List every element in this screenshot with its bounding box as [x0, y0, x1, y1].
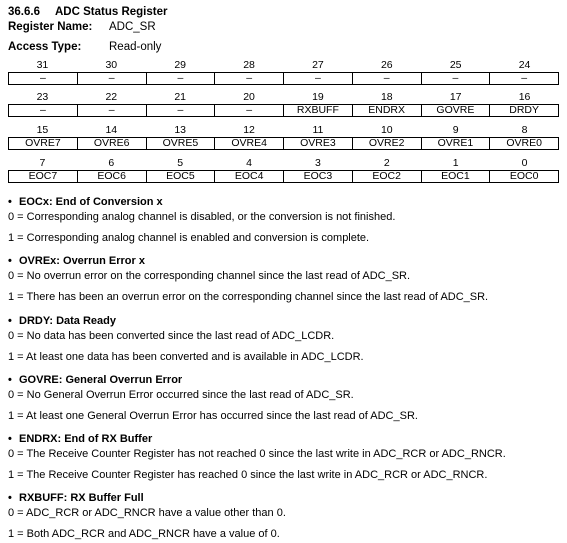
- desc-line: 0 = No data has been converted since the last read of ADC_LCDR.: [8, 330, 335, 342]
- bit-field-eoc0: EOC0: [509, 170, 539, 182]
- bit-field-row: [8, 72, 559, 85]
- bit-field-rxbuff: RXBUFF: [284, 105, 353, 116]
- access-type-row: [8, 41, 161, 53]
- desc-drdy: [8, 314, 563, 364]
- bit-number: 9: [452, 124, 459, 136]
- bit-field-eoc6: EOC6: [78, 171, 147, 182]
- bit-number: 6: [108, 157, 115, 169]
- bit-number: 7: [39, 157, 46, 169]
- bit-field-eoc4: EOC4: [215, 171, 284, 182]
- register-name-label: Register Name:: [8, 21, 93, 33]
- desc-title-text: DRDY: Data Ready: [19, 315, 116, 327]
- bit-number: 2: [383, 157, 390, 169]
- bit-field: –: [78, 73, 147, 84]
- bit-number: 10: [380, 124, 393, 136]
- desc-line: 0 = ADC_RCR or ADC_RNCR have a value other than 0.: [8, 507, 286, 519]
- bit-number: 21: [174, 91, 187, 103]
- bit-field-row: [8, 170, 559, 183]
- desc-line: 1 = Corresponding analog channel is enabled and conversion is complete.: [8, 232, 370, 244]
- bit-field-drdy: DRDY: [509, 104, 539, 116]
- desc-endrx: [8, 432, 563, 482]
- section-number: 36.6.6: [8, 6, 40, 18]
- bit-field-row: [8, 104, 559, 117]
- bit-field: –: [147, 105, 216, 116]
- desc-ovrex: [8, 254, 563, 304]
- desc-title-text: EOCx: End of Conversion x: [19, 196, 163, 208]
- bit-number: 28: [243, 59, 255, 71]
- bullet: •: [8, 255, 12, 267]
- desc-eocx: [8, 195, 563, 245]
- desc-title-text: RXBUFF: RX Buffer Full: [19, 492, 144, 504]
- bit-field-eoc1: EOC1: [422, 171, 491, 182]
- bit-number: 23: [36, 91, 49, 103]
- desc-govre: [8, 373, 563, 423]
- desc-line: 1 = Both ADC_RCR and ADC_RNCR have a value of 0.: [8, 528, 280, 540]
- bit-group-31-24: [8, 58, 559, 85]
- bit-number: 24: [518, 59, 531, 71]
- bit-field: –: [422, 73, 491, 84]
- bit-number: 15: [36, 124, 49, 136]
- bit-field-endrx: ENDRX: [353, 105, 422, 116]
- bit-field-eoc2: EOC2: [353, 171, 422, 182]
- desc-gap: [8, 224, 563, 231]
- bit-number-row: [8, 90, 559, 104]
- desc-rxbuff: [8, 491, 563, 541]
- desc-line: 0 = No General Overrun Error occurred since the last read of ADC_SR.: [8, 389, 354, 401]
- bit-field-ovre1: OVRE1: [422, 138, 491, 149]
- desc-title: [8, 254, 563, 269]
- bit-field: –: [215, 73, 284, 84]
- bit-field-ovre0: OVRE0: [506, 137, 542, 149]
- bit-number: 0: [521, 157, 528, 169]
- bit-number-row: [8, 123, 559, 137]
- bit-field-row: [8, 137, 559, 150]
- bit-number: 11: [312, 124, 324, 136]
- desc-gap: [8, 461, 563, 468]
- bit-number: 12: [243, 124, 255, 136]
- bit-number: 30: [105, 59, 118, 71]
- desc-title: [8, 195, 563, 210]
- bit-number: 19: [312, 91, 324, 103]
- desc-title: [8, 314, 563, 329]
- bit-number: 20: [243, 91, 255, 103]
- register-name-value: ADC_SR: [109, 21, 156, 33]
- bit-field: –: [9, 105, 78, 116]
- bit-number: 25: [449, 59, 462, 71]
- desc-line: 1 = At least one data has been converted and is available in ADC_LCDR.: [8, 351, 364, 363]
- bit-number-row: [8, 156, 559, 170]
- section-title: ADC Status Register: [55, 6, 168, 18]
- desc-title: [8, 491, 563, 506]
- bit-field: –: [215, 105, 284, 116]
- desc-title-text: OVREx: Overrun Error x: [19, 255, 145, 267]
- bit-field: –: [521, 72, 528, 84]
- desc-title-text: ENDRX: End of RX Buffer: [19, 433, 153, 445]
- bit-number: 8: [521, 124, 528, 136]
- bit-field-ovre2: OVRE2: [353, 138, 422, 149]
- bit-field-ovre7: OVRE7: [9, 138, 78, 149]
- bit-field: –: [284, 73, 353, 84]
- bullet: •: [8, 315, 12, 327]
- bit-field-ovre5: OVRE5: [147, 138, 216, 149]
- bit-number: 22: [105, 91, 118, 103]
- desc-title-text: GOVRE: General Overrun Error: [19, 374, 183, 386]
- bit-number: 18: [380, 91, 393, 103]
- bit-field-govre: GOVRE: [422, 105, 491, 116]
- register-name-row: [8, 21, 156, 33]
- desc-gap: [8, 343, 563, 350]
- bit-field-eoc5: EOC5: [147, 171, 216, 182]
- bit-field-ovre4: OVRE4: [215, 138, 284, 149]
- bit-group-23-16: [8, 90, 559, 117]
- bit-field-ovre3: OVRE3: [284, 138, 353, 149]
- bit-field: –: [9, 73, 78, 84]
- bit-field-eoc7: EOC7: [9, 171, 78, 182]
- bullet: •: [8, 196, 12, 208]
- bullet: •: [8, 374, 12, 386]
- desc-line: 1 = There has been an overrun error on the corresponding channel since the last read of ADC_SR.: [8, 291, 489, 303]
- desc-line: 0 = No overrun error on the corresponding channel since the last read of ADC_SR.: [8, 270, 411, 282]
- bit-group-7-0: [8, 156, 559, 183]
- desc-title: [8, 432, 563, 447]
- bit-number: 3: [315, 157, 321, 169]
- bit-number: 17: [449, 91, 462, 103]
- desc-gap: [8, 402, 563, 409]
- bit-field: –: [147, 73, 216, 84]
- bit-number: 1: [452, 157, 459, 169]
- bullet: •: [8, 433, 12, 445]
- desc-gap: [8, 520, 563, 527]
- bit-field: –: [353, 73, 422, 84]
- access-type-value: Read-only: [109, 41, 162, 53]
- bit-number: 4: [246, 157, 252, 169]
- desc-line: 1 = The Receive Counter Register has reached 0 since the last write in ADC_RCR or ADC_RNCR.: [8, 469, 488, 481]
- desc-gap: [8, 283, 563, 290]
- bit-group-15-8: [8, 123, 559, 150]
- desc-title: [8, 373, 563, 388]
- bit-field-ovre6: OVRE6: [78, 138, 147, 149]
- desc-line: 1 = At least one General Overrun Error has occurred since the last read of ADC_SR.: [8, 410, 418, 422]
- desc-line: 0 = The Receive Counter Register has not reached 0 since the last write in ADC_RCR or ADC_RNCR.: [8, 448, 506, 460]
- bit-field-eoc3: EOC3: [284, 171, 353, 182]
- bit-number: 26: [380, 59, 393, 71]
- access-type-label: Access Type:: [8, 41, 82, 53]
- bit-number: 16: [518, 91, 531, 103]
- bit-number: 27: [312, 59, 324, 71]
- bit-number: 29: [174, 59, 187, 71]
- bit-number: 13: [174, 124, 187, 136]
- bullet: •: [8, 492, 12, 504]
- bit-number: 14: [105, 124, 118, 136]
- bit-number-row: [8, 58, 559, 72]
- bit-number: 31: [36, 59, 49, 71]
- bit-field: –: [78, 105, 147, 116]
- desc-line: 0 = Corresponding analog channel is disabled, or the conversion is not finished.: [8, 211, 396, 223]
- bit-number: 5: [177, 157, 184, 169]
- section-heading: [8, 6, 167, 18]
